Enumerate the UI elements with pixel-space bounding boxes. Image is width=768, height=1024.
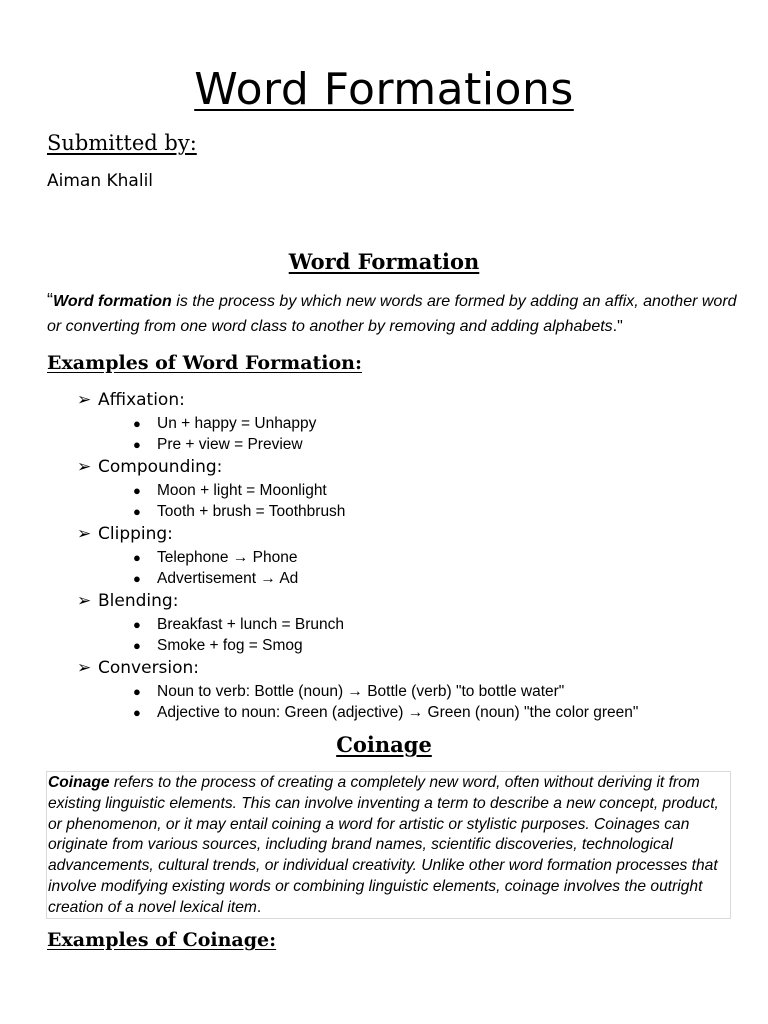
category-name: Clipping: <box>98 524 173 544</box>
example-text: Tooth + brush = Toothbrush <box>157 503 346 520</box>
category-item <box>77 589 737 614</box>
example-item <box>77 501 737 522</box>
category-name: Compounding: <box>98 457 223 477</box>
example-text: Adjective to noun: Green (adjective) → Green (noun) "the color green" <box>157 704 639 721</box>
bullet-icon: ● <box>133 638 141 653</box>
arrow-bullet-icon: ➢ <box>77 591 92 611</box>
bullet-icon: ● <box>133 416 141 431</box>
category-item <box>77 455 737 480</box>
category-item <box>77 522 737 547</box>
category-item <box>77 388 737 413</box>
example-text: Smoke + fog = Smog <box>157 637 303 654</box>
definition-term: Word formation <box>53 293 172 310</box>
arrow-bullet-icon: ➢ <box>77 457 92 477</box>
open-quote: “ <box>47 290 53 310</box>
example-item <box>77 547 737 568</box>
example-text: Un + happy = Unhappy <box>157 415 317 432</box>
example-item <box>77 635 737 656</box>
arrow-bullet-icon: ➢ <box>77 524 92 544</box>
examples-list <box>77 388 737 723</box>
bullet-icon: ● <box>133 705 141 720</box>
author-name: Aiman Khalil <box>47 171 154 191</box>
category-item <box>77 656 737 681</box>
category-name: Affixation: <box>98 390 185 410</box>
coinage-term: Coinage <box>48 774 110 791</box>
example-text: Breakfast + lunch = Brunch <box>157 616 344 633</box>
bullet-icon: ● <box>133 571 141 586</box>
bullet-icon: ● <box>133 550 141 565</box>
coinage-end: . <box>256 898 262 916</box>
example-text: Noun to verb: Bottle (noun) → Bottle (verb) "to bottle water" <box>157 683 565 700</box>
example-text: Pre + view = Preview <box>157 436 303 453</box>
bullet-icon: ● <box>133 684 141 699</box>
example-item <box>77 568 737 589</box>
coinage-text: refers to the process of creating a completely new word, often without deriving it from existing linguistic elements. This can involve inventing a term to describe a new concept, product, or phenomenon, or it may entail coining a word for artistic or stylistic purposes. Coinages can originate from various sources, including brand names, scientific discoveries, technological advancements, cultural trends, or individual creativity. Unlike other word formation processes that involve modifying existing words or combining linguistic elements, coinage involves the outright creation of a novel lexical item <box>48 774 719 916</box>
document-title: Word Formations <box>194 64 574 115</box>
coinage-text-box <box>46 771 731 919</box>
submitted-by-label: Submitted by: <box>47 131 197 155</box>
example-item <box>77 681 737 702</box>
bullet-icon: ● <box>133 617 141 632</box>
definition-text: is the process by which new words are formed by adding an affix, another word or converting from one word class to another by removing and adding alphabets <box>47 293 737 335</box>
example-item <box>77 702 737 723</box>
bullet-icon: ● <box>133 504 141 519</box>
example-item <box>77 413 737 434</box>
bullet-icon: ● <box>133 437 141 452</box>
word-formation-heading: Word Formation <box>288 249 480 274</box>
example-item <box>77 434 737 455</box>
example-text: Advertisement → Ad <box>157 570 299 587</box>
category-name: Conversion: <box>98 658 200 678</box>
arrow-bullet-icon: ➢ <box>77 658 92 678</box>
example-text: Telephone → Phone <box>157 549 298 566</box>
example-item <box>77 614 737 635</box>
examples-of-coinage-heading: Examples of Coinage: <box>47 929 277 951</box>
word-formation-definition <box>47 288 737 339</box>
example-item <box>77 480 737 501</box>
examples-heading: Examples of Word Formation: <box>47 352 363 374</box>
arrow-bullet-icon: ➢ <box>77 390 92 410</box>
coinage-heading: Coinage <box>336 732 432 757</box>
bullet-icon: ● <box>133 483 141 498</box>
definition-close: ." <box>612 318 623 335</box>
category-name: Blending: <box>98 591 179 611</box>
example-text: Moon + light = Moonlight <box>157 482 327 499</box>
